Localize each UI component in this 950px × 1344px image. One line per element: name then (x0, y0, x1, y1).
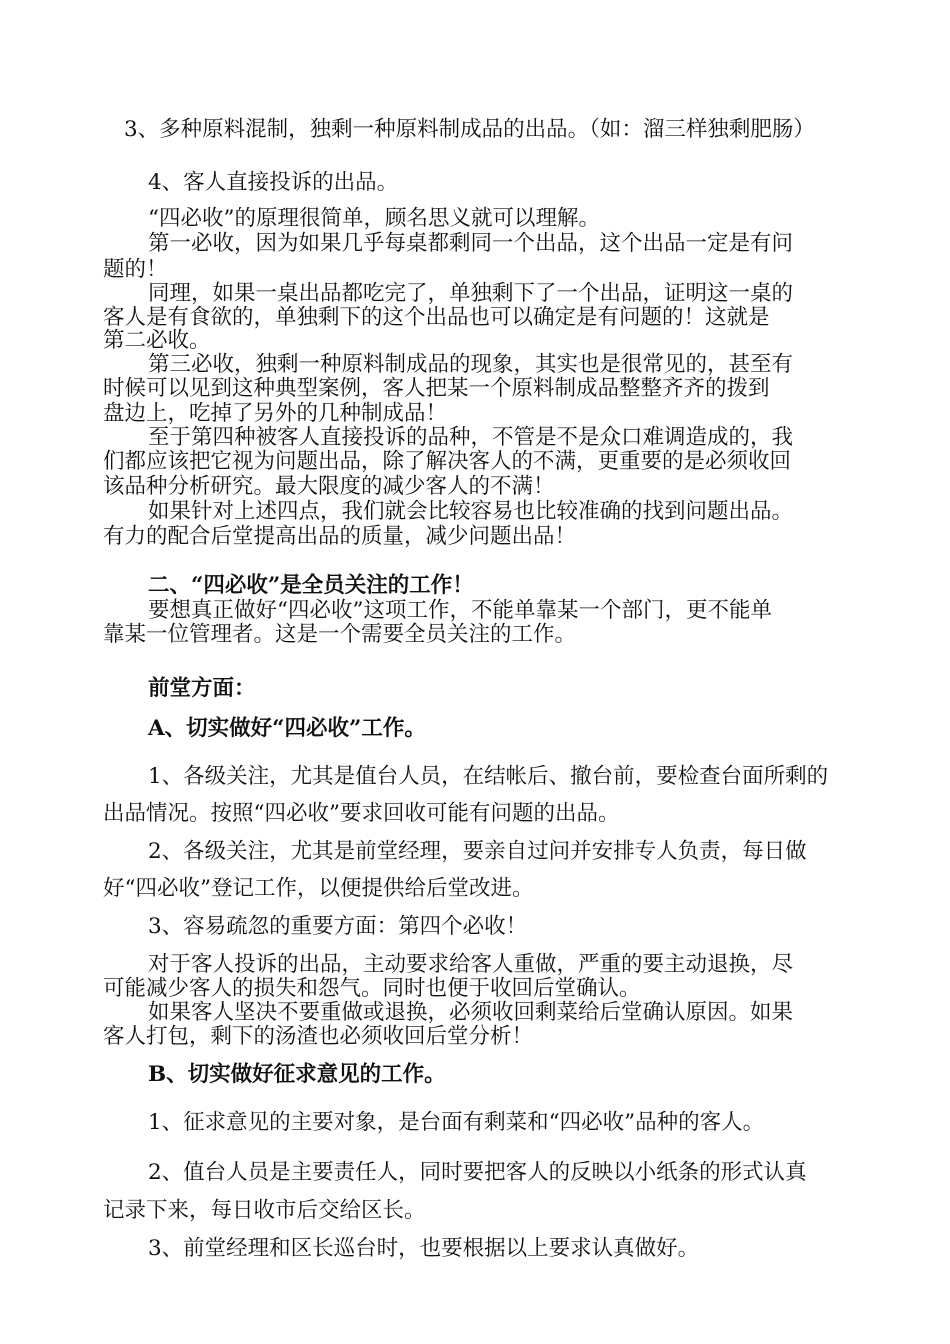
text-line: 客人打包，剩下的汤渣也必须收回后堂分析！ (103, 1024, 534, 1049)
text-line: 记录下来，每日收市后交给区长。 (103, 1198, 426, 1223)
text-line: 同理，如果一桌出品都吃完了，单独剩下了一个出品，证明这一桌的 (148, 281, 794, 306)
subsection-heading: 前堂方面： (148, 676, 256, 701)
text-line: 好“四必收”登记工作，以便提供给后堂改进。 (103, 876, 534, 901)
text-line: 如果客人坚决不要重做或退换，必须收回剩菜给后堂确认原因。如果 (148, 1000, 794, 1025)
text-line: 客人是有食欲的，单独剩下的这个出品也可以确定是有问题的！这就是 (103, 305, 770, 330)
text-line: 可能减少客人的损失和怨气。同时也便于收回后堂确认。 (103, 976, 641, 1001)
text-line: 第三必收，独剩一种原料制成品的现象，其实也是很常见的，甚至有 (148, 352, 794, 377)
text-line: 2、各级关注，尤其是前堂经理，要亲自过问并安排专人负责，每日做 (148, 839, 807, 864)
text-line: “四必收”的原理很简单，顾名思义就可以理解。 (148, 206, 600, 231)
text-line: 们都应该把它视为问题出品，除了解决客人的不满，更重要的是必须收回 (103, 449, 792, 474)
text-line: 出品情况。按照“四必收”要求回收可能有问题的出品。 (103, 801, 620, 826)
text-line: 该品种分析研究。最大限度的减少客人的不满！ (103, 474, 555, 499)
text-line: 有力的配合后堂提高出品的质量，减少问题出品！ (103, 524, 577, 549)
subsection-heading: B、切实做好征求意见的工作。 (148, 1062, 446, 1087)
text-line: 对于客人投诉的出品，主动要求给客人重做，严重的要主动退换，尽 (148, 952, 794, 977)
text-line: 如果针对上述四点，我们就会比较容易也比较准确的找到问题出品。 (148, 499, 794, 524)
text-line: 1、各级关注，尤其是值台人员，在结帐后、撤台前，要检查台面所剩的 (148, 764, 829, 789)
text-line: 第二必收。 (103, 328, 211, 353)
text-line: 3、多种原料混制，独剩一种原料制成品的出品。（如：溜三样独剩肥肠） (124, 117, 815, 142)
text-line: 要想真正做好“四必收”这项工作，不能单靠某一个部门，更不能单 (148, 598, 772, 623)
text-line: 靠某一位管理者。这是一个需要全员关注的工作。 (103, 622, 577, 647)
text-line: 盘边上，吃掉了另外的几种制成品！ (103, 401, 448, 426)
text-line: 第一必收，因为如果几乎每桌都剩同一个出品，这个出品一定是有问 (148, 231, 794, 256)
text-line: 题的！ (103, 257, 168, 282)
section-heading: 二、“四必收”是全员关注的工作！ (148, 573, 474, 598)
text-line: 4、客人直接投诉的出品。 (148, 170, 399, 195)
text-line: 2、值台人员是主要责任人，同时要把客人的反映以小纸条的形式认真 (148, 1160, 807, 1185)
text-line: 3、容易疏忽的重要方面：第四个必收！ (148, 914, 528, 939)
text-line: 3、前堂经理和区长巡台时，也要根据以上要求认真做好。 (148, 1236, 700, 1261)
text-line: 时候可以见到这种典型案例，客人把某一个原料制成品整整齐齐的拨到 (103, 376, 770, 401)
text-line: 至于第四种被客人直接投诉的品种，不管是不是众口难调造成的，我 (148, 425, 794, 450)
text-line: 1、征求意见的主要对象，是台面有剩菜和“四必收”品种的客人。 (148, 1110, 765, 1135)
subsection-heading: A、切实做好“四必收”工作。 (148, 716, 426, 741)
